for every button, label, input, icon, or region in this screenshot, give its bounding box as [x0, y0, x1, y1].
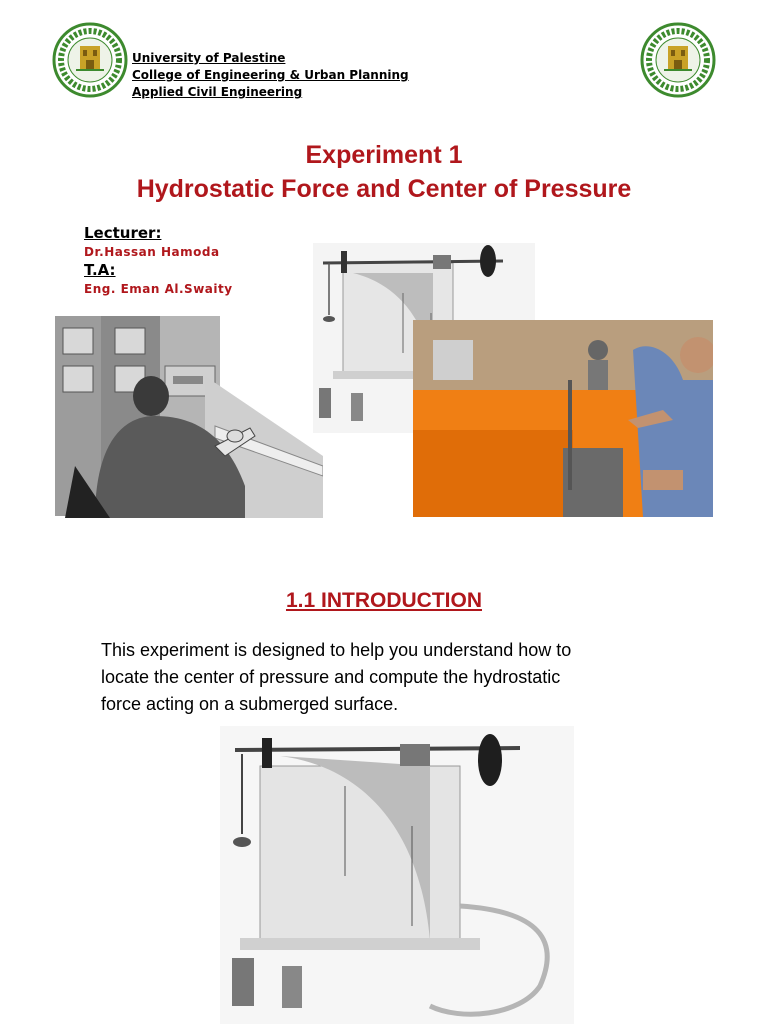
intro-line-2: locate the center of pressure and compute the hydrostatic [101, 667, 561, 687]
department-name: Applied Civil Engineering [132, 85, 303, 99]
experiment-number: Experiment 1 [305, 141, 463, 169]
photo-apparatus-large [220, 726, 574, 1024]
lecturer-heading: Lecturer: [84, 224, 162, 242]
institution-header [132, 50, 409, 101]
college-name: College of Engineering & Urban Planning [132, 68, 409, 82]
university-name: University of Palestine [132, 51, 286, 65]
intro-paragraph [101, 637, 691, 718]
lecturer-block [84, 224, 233, 298]
lecturer-name: Dr.Hassan Hamoda [84, 245, 220, 259]
ta-name: Eng. Eman Al.Swaity [84, 282, 233, 296]
experiment-title: Hydrostatic Force and Center of Pressure [136, 175, 632, 203]
illustration-man-at-desk [55, 316, 323, 518]
photo-lab-bench [413, 320, 713, 517]
university-logo-right [640, 22, 716, 98]
university-logo-left [52, 22, 128, 98]
section-heading-introduction: 1.1 INTRODUCTION [285, 589, 482, 612]
ta-heading: T.A: [84, 261, 116, 279]
intro-line-3: force acting on a submerged surface. [101, 694, 399, 714]
intro-line-1: This experiment is designed to help you understand how to [101, 640, 572, 660]
